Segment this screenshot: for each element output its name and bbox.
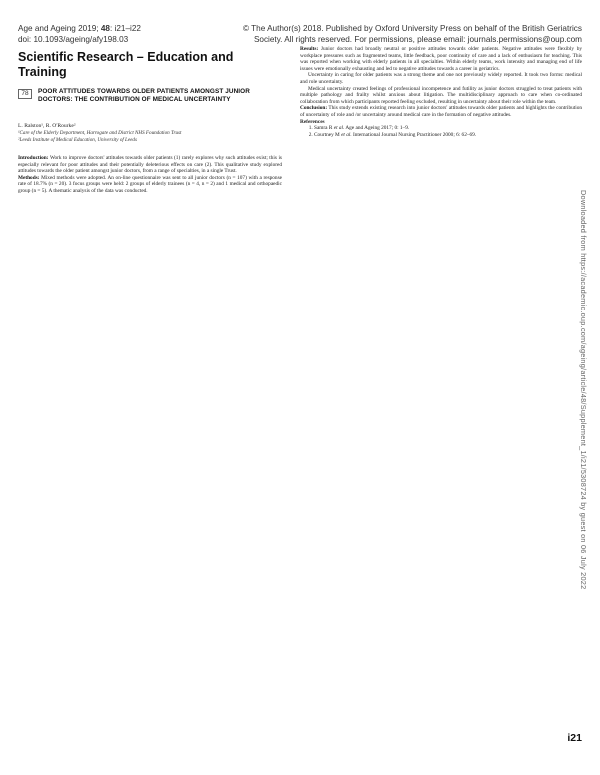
reference-item: 2. Courtney M et al. International Journal Nursing Practitioner 2000; 6: 62–69. [314, 132, 582, 139]
authors: L. Ralston¹, R. O'Rourke² [18, 123, 76, 129]
page-number: i21 [567, 732, 582, 744]
journal-header [18, 24, 141, 45]
download-watermark: Downloaded from https://academic.oup.com/ageing/article/48/Supplement_1/i21/5308724 by guest on 06 July 2022 [579, 190, 588, 590]
references-heading: References [300, 118, 325, 125]
journal-citation: Age and Ageing 2019; 48: i21–i22 [18, 24, 141, 33]
abstract-title: POOR ATTITUDES TOWARDS OLDER PATIENTS AMONGST JUNIOR DOCTORS: THE CONTRIBUTION OF MEDICAL UNCERTAINTY [38, 88, 250, 103]
abstract-number: 78 [18, 89, 32, 99]
copyright-notice: © The Author(s) 2018. Published by Oxford University Press on behalf of the British Geriatrics Society. All rights reserved. For permissions, please email: journals.permissions@oup.com [243, 24, 582, 44]
section-title: Scientific Research – Education and Training [18, 50, 234, 79]
right-column [300, 46, 582, 138]
conclusion-paragraph: Conclusion: This study extends existing research into junior doctors' attitudes towards older patients and highlights the contribution of uncertainty of role and /or uncertainty around medical care in the formation of negative attitudes. [300, 105, 582, 118]
abstract-header [18, 88, 282, 104]
left-column [18, 88, 282, 195]
medical-uncertainty-paragraph: Medical uncertainty created feelings of professional incompetence and futility as junior doctors struggled to treat patients with multiple pathology and frailty whilst anxious about litigation. The multidisciplinary approach to care when co-ordinated collaboration from which participants reported feeling excluded, resulting in uncertainty about their role within the team. [300, 85, 582, 105]
reference-item: 1. Samra R et al. Age and Ageing 2017; 0: 1–9. [314, 125, 582, 132]
results-paragraph: Results: Junior doctors had broadly neutral or positive attitudes towards older patients. Negative attitudes were flexibly by workplace pressures such as fragmented teams, little feedback, poor continuity of care and a lack of enthusiasm for teaching. This was reported when working with elderly patients in all specialties. Within elderly teams, work intensity and managing end of life issues were emotionally exhausting and led to negative attitudes towards a career in geriatrics. [300, 46, 582, 72]
uncertainty-paragraph: Uncertainty in caring for older patients was a strong theme and one not previously widely reported. It took two forms: medical and role uncertainty. [300, 72, 582, 85]
journal-volume: 48 [100, 24, 110, 33]
methods-paragraph: Methods: Mixed methods were adopted. An on-line questionnaire was sent to all junior doctors (n = 107) with a response rate of 18.7% (n = 20). 3 focus groups were held: 2 groups of elderly trainees (n = 4, n = 2) and 1 medical and orthopaedic group (n = 5). A thematic analysis of the data was conducted. [18, 174, 282, 194]
doi-link[interactable]: doi: 10.1093/ageing/afy198.03 [18, 34, 129, 44]
reference-list [300, 125, 582, 138]
introduction-paragraph: Introduction: Work to improve doctors' attitudes towards older patients (1) rarely explores why such attitudes exist; this is especially relevant for poor attitudes and their potentially deleterious effects on care (2). This qualitative study explored attitudes towards the older patient amongst junior doctors, from a range of specialties, in a single Trust. [18, 155, 282, 175]
affiliation-2: ²Leeds Institute of Medical Education, University of Leeds [18, 136, 137, 143]
affiliation-1: ¹Care of the Elderly Department, Harrogate and District NHS Foundation Trust [18, 130, 182, 136]
